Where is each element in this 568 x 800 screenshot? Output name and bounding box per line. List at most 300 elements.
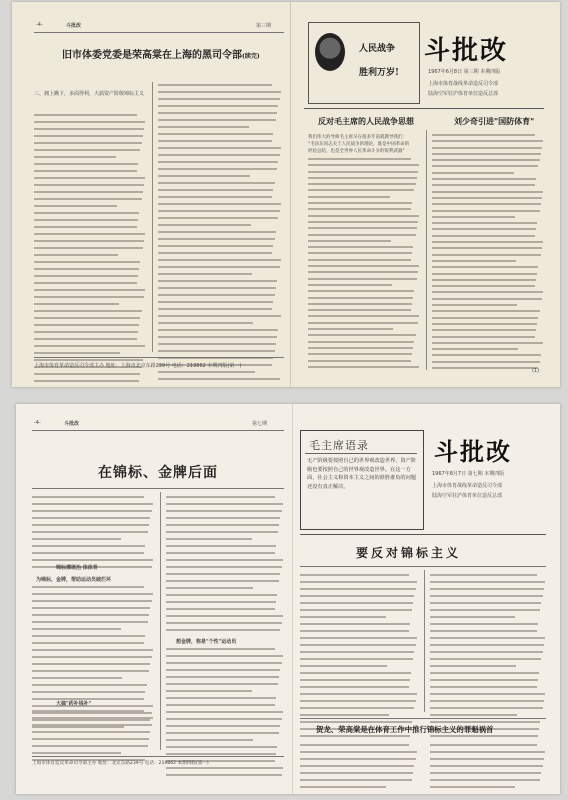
top-page-fold [290,2,291,387]
quotation-box-text: 无产阶级要按照自己的世界观改造世界，资产阶级也要按照自己的世界观改造世界。在这一方面，社会主义和资本主义之间的谁胜谁负的问题还没有真正解决。 [307,458,416,490]
text-line [430,707,543,709]
text-line [158,231,276,233]
text-line [430,665,516,667]
bottom-right-text-column-1 [300,574,418,742]
text-line [158,105,278,107]
text-line [32,717,153,719]
text-line [432,197,542,199]
text-line [166,608,275,610]
text-line [34,296,144,298]
bottom-publisher-2: 陆海空军驻沪体育单位造反总部 [432,493,503,499]
text-line [166,601,276,603]
text-line [166,510,282,512]
text-line [32,684,147,686]
text-line [432,298,542,300]
text-line [432,228,536,230]
bottom-left-page-marker: -4- [34,420,41,426]
text-line [34,310,142,312]
text-line [34,268,139,270]
text-line [158,196,272,198]
text-line [432,210,540,212]
text-line [158,252,272,254]
bottom-left-text-column-1 [32,496,154,573]
text-line [308,322,418,324]
text-line [158,140,272,142]
text-line [300,651,414,653]
text-line [308,334,416,336]
text-line [32,531,148,533]
top-left-headline [62,46,260,61]
text-line [34,240,144,242]
text-line [158,266,280,268]
text-line [32,705,153,707]
text-line [158,112,277,114]
text-line [432,266,538,268]
bottom-right-subheadline: 贺龙、荣高棠是在体育工作中推行锦标主义的罪魁祸首 [316,725,494,734]
text-line [158,238,275,240]
text-line [308,271,418,273]
text-line [430,765,543,767]
text-line [32,677,122,679]
text-line [300,686,409,688]
text-line [430,714,517,716]
top-date-line: 1967年6月8日 第三期 本期四版 [428,69,501,75]
quotation-box [300,430,424,530]
text-line [432,285,535,287]
text-line [32,731,150,733]
text-line [32,607,150,609]
text-line [158,161,278,163]
text-line [34,373,140,375]
text-line [432,361,540,363]
text-line [166,774,282,776]
text-line [430,758,544,760]
text-line [430,630,537,632]
top-publisher-2: 陆海空军驻沪体育单位造反总部 [428,91,499,97]
text-line [300,707,414,709]
text-line [432,367,538,369]
text-line [32,524,149,526]
text-line [430,751,545,753]
text-line [34,205,117,207]
text-line [166,615,283,617]
text-line [430,595,543,597]
text-line [308,164,419,166]
text-line [166,517,280,519]
text-line [34,282,137,284]
text-line [300,735,410,737]
text-line [300,658,413,660]
text-line [308,246,413,248]
text-line [158,84,272,86]
bottom-right-subheadline-rule [300,718,546,719]
text-line [158,350,275,352]
text-line [300,714,389,716]
top-left-page-marker: -4- [36,22,43,28]
bottom-right-headline: 要反对锦标主义 [356,546,462,560]
text-line [300,616,386,618]
text-line [34,233,145,235]
text-line [32,510,152,512]
text-line [430,658,541,660]
text-line [300,693,417,695]
text-line [32,745,148,747]
text-line [166,690,252,692]
text-line [432,291,543,293]
text-line [300,595,414,597]
text-line [430,700,544,702]
bottom-left-subhead-3: 大搞"药补钱补" [56,701,92,707]
text-line [34,226,137,228]
text-line [32,656,152,658]
text-line [166,503,283,505]
text-line [432,329,536,331]
text-line [32,691,145,693]
text-line [166,718,282,720]
top-newspaper-sheet [12,2,560,387]
text-line [158,245,273,247]
top-left-headline-note: (续完) [242,53,260,60]
text-line [34,303,119,305]
text-line [432,241,543,243]
text-line [308,208,411,210]
text-line [34,212,139,214]
text-line [158,336,277,338]
text-line [158,147,281,149]
text-line [158,224,251,226]
text-line [300,665,387,667]
text-line [300,588,416,590]
text-line [34,135,143,137]
text-line [32,724,152,726]
text-line [166,496,275,498]
text-line [308,215,419,217]
text-line [432,191,543,193]
text-line [158,343,276,345]
text-line [166,594,277,596]
text-line [300,574,409,576]
text-line [158,168,277,170]
text-line [308,240,391,242]
text-line [166,587,253,589]
text-line [158,189,273,191]
text-line [308,366,419,368]
text-line [166,622,282,624]
text-line [158,126,249,128]
text-line [430,581,545,583]
text-line [158,371,255,373]
text-line [432,348,518,350]
top-portrait-box [308,22,420,104]
text-line [308,290,414,292]
bottom-newspaper-sheet [16,404,560,794]
text-line [308,297,413,299]
text-line [34,331,138,333]
text-line [308,171,418,173]
text-line [432,134,535,136]
portrait-caption-2: 胜利万岁! [359,68,399,78]
text-line [308,328,393,330]
text-line [308,177,417,179]
text-line [166,711,283,713]
top-quote-line-2: "毛泽东同志关于人民战争的理论，既是中国革命的 [308,142,410,147]
text-line [32,649,153,651]
text-line [34,191,143,193]
text-line [300,623,410,625]
text-line [166,683,278,685]
text-line [432,260,516,262]
bottom-left-header-rule [32,430,284,431]
text-line [158,301,273,303]
text-line [32,621,148,623]
text-line [432,247,542,249]
text-line [34,324,139,326]
bottom-right-text-column-2 [430,574,546,742]
text-line [432,273,537,275]
text-line [158,119,276,121]
text-line [34,247,143,249]
text-line [34,289,145,291]
text-line [32,738,149,740]
text-line [32,663,150,665]
text-line [300,779,412,781]
text-line [300,721,412,723]
text-line [158,175,250,177]
top-left-issue: 第三期 [256,23,272,29]
text-line [432,153,541,155]
text-line [166,552,275,554]
text-line [308,252,412,254]
top-publisher-1: 上海市体育战线革命造反司令部 [428,81,499,87]
text-line [300,700,416,702]
text-line [430,602,541,604]
text-line [166,746,277,748]
text-line [308,202,412,204]
top-right-masthead-rule [304,108,544,109]
text-line [308,278,417,280]
text-line [432,159,540,161]
text-line [430,735,538,737]
text-line [32,614,149,616]
bottom-page-fold [292,404,293,794]
bottom-left-text-column-2 [166,496,284,636]
text-line [432,222,537,224]
text-line [32,503,153,505]
text-line [300,765,414,767]
text-line [34,163,138,165]
portrait-caption-1: 人民战争 [359,44,396,54]
text-line [158,378,280,380]
text-line [166,566,282,568]
bottom-left-subhead-2: 为锦标，金牌，帮助运动员破烂坏 [36,577,112,583]
text-line [300,751,417,753]
top-right-column-divider [426,130,427,370]
text-line [432,184,535,186]
top-left-footer: 上海市体育革命造反司令部主办 地址：上海市北京东路239号 电话：219862 本期四版(第一) [34,363,242,369]
text-line [158,217,278,219]
text-line [300,581,417,583]
top-right-text-column-1 [308,158,420,372]
text-line [430,779,540,781]
text-line [300,786,386,788]
text-line [430,588,544,590]
quotation-box-rule [305,453,417,454]
text-line [430,644,544,646]
text-line [158,273,252,275]
text-line [432,140,543,142]
bottom-left-subhead-1: 锦标撑统治 体体育 [56,565,98,571]
text-line [158,280,277,282]
bottom-date-line: 1967年8月7日 第七期 本期四版 [432,471,505,477]
text-line [34,261,140,263]
text-line [158,259,281,261]
text-line [432,279,536,281]
text-line [32,552,144,554]
text-line [430,609,540,611]
text-line [158,308,272,310]
text-line [32,586,144,588]
text-line [34,275,138,277]
text-line [166,669,280,671]
text-line [430,786,515,788]
text-line [158,182,275,184]
text-line [430,574,537,576]
top-left-paper-name: 斗批改 [66,23,82,29]
text-line [308,189,414,191]
text-line [308,259,411,261]
text-line [166,629,280,631]
text-line [300,672,411,674]
text-line [308,227,417,229]
text-line [34,149,140,151]
text-line [158,91,281,93]
text-line [32,642,144,644]
text-line [34,219,138,221]
text-line [34,338,137,340]
text-line [430,679,538,681]
text-line [34,128,144,130]
top-left-column-divider [152,82,153,352]
text-line [158,133,273,135]
text-line [166,524,279,526]
text-line [300,744,409,746]
text-line [34,184,144,186]
text-line [34,114,137,116]
text-line [432,235,535,237]
text-line [34,345,145,347]
text-line [158,287,276,289]
text-line [430,772,541,774]
top-left-footer-rule [34,357,284,358]
bottom-left-paper-name: 斗批改 [64,421,80,427]
text-line [34,359,143,361]
text-line [34,170,137,172]
bottom-left-text-column-1c [32,710,154,766]
text-line [432,310,540,312]
text-line [158,329,278,331]
bottom-left-footer-rule [32,756,284,757]
text-line [308,221,418,223]
text-line [430,672,539,674]
top-right-page-corner: (1) [532,368,540,374]
text-line [166,655,283,657]
text-line [166,559,283,561]
top-left-headline-text: 旧市体委党委是荣高棠在上海的黑司令部 [62,50,242,61]
text-line [430,744,537,746]
text-line [158,98,280,100]
text-line [34,198,142,200]
text-line [308,196,390,198]
text-line [34,352,120,354]
text-line [430,686,537,688]
text-line [430,616,515,618]
text-line [166,697,276,699]
quotation-box-title: 毛主席语录 [309,439,369,452]
text-line [432,317,538,319]
text-line [34,317,140,319]
text-line [308,158,411,160]
text-line [308,315,419,317]
text-line [34,121,145,123]
text-line [308,183,416,185]
text-line [432,342,543,344]
text-line [32,538,121,540]
text-line [432,323,537,325]
text-line [430,637,545,639]
text-line [166,739,253,741]
mao-portrait-image [315,33,345,71]
text-line [34,142,142,144]
text-line [308,265,419,267]
bottom-left-headline-rule [32,488,284,489]
text-line [32,635,145,637]
bottom-left-issue: 第七期 [252,421,268,427]
text-line [158,210,280,212]
bottom-right-headline-rule [300,566,546,567]
text-line [308,353,412,355]
top-left-text-column-2 [158,84,282,385]
text-line [300,644,416,646]
text-line [166,531,278,533]
text-line [308,284,392,286]
text-line [308,360,411,362]
bottom-right-masthead-rule [300,534,546,535]
text-line [34,177,145,179]
text-line [300,637,417,639]
top-right-headline-left: 反对毛主席的人民战争思想 [318,116,414,126]
text-line [166,545,276,547]
text-line [166,648,275,650]
text-line [432,304,517,306]
bottom-right-text-column-4 [430,744,546,793]
text-line [430,651,543,653]
text-line [32,752,121,754]
text-line [300,630,409,632]
top-right-text-column-2 [432,134,544,373]
text-line [432,354,541,356]
text-line [432,165,538,167]
text-line [158,322,253,324]
bottom-left-footer: 上海市体育造反革命司令部主办 地址：北京东路239号 电话：219862 本期四版(第一) [32,761,209,766]
text-line [166,767,283,769]
top-right-headline-right: 刘少奇引进"国防体育" [454,116,535,126]
text-line [300,679,410,681]
bottom-left-headline: 在锦标、金牌后面 [98,465,218,481]
text-line [166,573,280,575]
text-line [166,538,252,540]
text-line [32,710,144,712]
bottom-left-column-divider [160,492,161,750]
